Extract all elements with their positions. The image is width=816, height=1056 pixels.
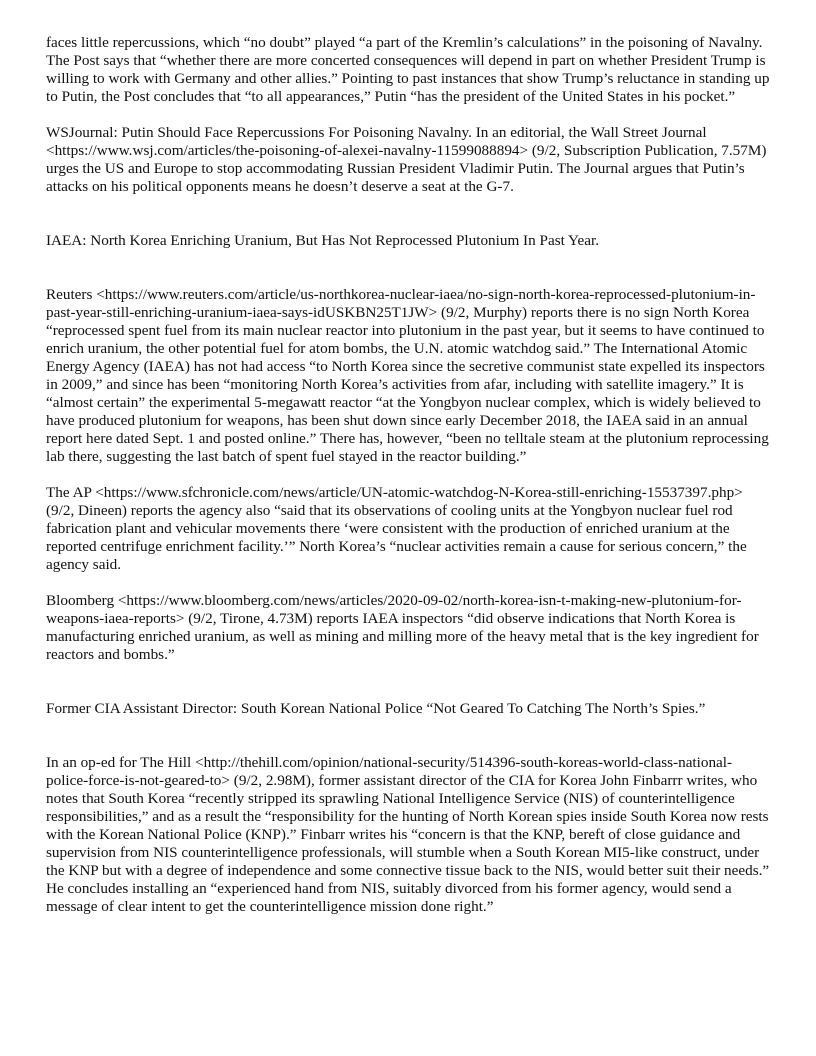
paragraph-hill-oped: In an op-ed for The Hill <http://thehill.com/opinion/national-security/514396-south-koreas-world-class-national-police-force-is-not-geared-to> (9/2, 2.98M), former assistant director of the CIA for Korea John Finbarrr writes, who notes that South Korea “recently stripped its sprawling National Intelligence Service (NIS) of counterintelligence responsibilities,” and as a result the “responsibility for the hunting of North Korean spies inside South Korea now rests with the Korean National Police (KNP).” Finbarr writes his “concern is that the KNP, bereft of close guidance and supervision from NIS counterintelligence professionals, will stumble when a South Korean MI5-like construct, under the KNP but with a degree of independence and some connective tissue back to the NIS, would better suit their needs.” He concludes installing an “experienced hand from NIS, suitably divorced from his former agency, would send a message of clear intent to get the counterintelligence mission done right.” — [46, 754, 770, 915]
paragraph-reuters: Reuters <https://www.reuters.com/article/us-northkorea-nuclear-iaea/no-sign-north-korea-reprocessed-plutonium-in-past-year-still-enriching-uranium-iaea-says-idUSKBN25T1JW> (9/2, Murphy) reports there is no sign North Korea “reprocessed spent fuel from its main nuclear reactor into plutonium in the past year, but it seems to have continued to enrich uranium, the other potential fuel for atom bombs, the U.N. atomic watchdog said.” The International Atomic Energy Agency (IAEA) has not had access “to North Korea since the secretive communist state expelled its inspectors in 2009,” and since has been “monitoring North Korea’s activities from afar, including with satellite imagery.” It is “almost certain” the experimental 5-megawatt reactor “at the Yongbyon nuclear complex, which is widely believed to have produced plutonium for weapons, has been shut down since early December 2018, the IAEA said in an annual report here dated Sept. 1 and posted online.” There has, however, “been no telltale steam at the plutonium reprocessing lab there, suggesting the last batch of spent fuel stayed in the reactor building.” — [46, 286, 769, 465]
paragraph-ap: The AP <https://www.sfchronicle.com/news/article/UN-atomic-watchdog-N-Korea-still-enriching-15537397.php> (9/2, Dineen) reports the agency also “said that its observations of cooling units at the Yongbyon nuclear fuel rod fabrication plant and vehicular movements there ‘were consistent with the production of enriched uranium at the reported centrifuge enrichment facility.’” North Korea’s “nuclear activities remain a cause for serious concern,” the agency said. — [46, 484, 747, 573]
section-heading-cia: Former CIA Assistant Director: South Korean National Police “Not Geared To Catching The North’s Spies.” — [46, 700, 706, 717]
section-heading-iaea: IAEA: North Korea Enriching Uranium, But Has Not Reprocessed Plutonium In Past Year. — [46, 232, 599, 249]
paragraph-navalny-post: faces little repercussions, which “no doubt” played “a part of the Kremlin’s calculations” in the poisoning of Navalny. The Post says that “whether there are more concerted consequences will depend in part on whether President Trump is willing to work with Germany and other allies.” Pointing to past instances that show Trump’s reluctance in standing up to Putin, the Post concludes that “to all appearances,” Putin “has the president of the United States in his pocket.” — [46, 34, 770, 105]
document-page — [46, 34, 772, 916]
paragraph-bloomberg: Bloomberg <https://www.bloomberg.com/news/articles/2020-09-02/north-korea-isn-t-making-new-plutonium-for-weapons-iaea-reports> (9/2, Tirone, 4.73M) reports IAEA inspectors “did observe indications that North Korea is manufacturing enriched uranium, as well as mining and milling more of the heavy metal that is the key ingredient for reactors and bombs.” — [46, 592, 759, 663]
paragraph-wsj-editorial: WSJournal: Putin Should Face Repercussions For Poisoning Navalny. In an editorial, the Wall Street Journal <https://www.wsj.com/articles/the-poisoning-of-alexei-navalny-11599088894> (9/2, Subscription Publication, 7.57M) urges the US and Europe to stop accommodating Russian President Vladimir Putin. The Journal argues that Putin’s attacks on his political opponents means he doesn’t deserve a seat at the G-7. — [46, 124, 767, 195]
